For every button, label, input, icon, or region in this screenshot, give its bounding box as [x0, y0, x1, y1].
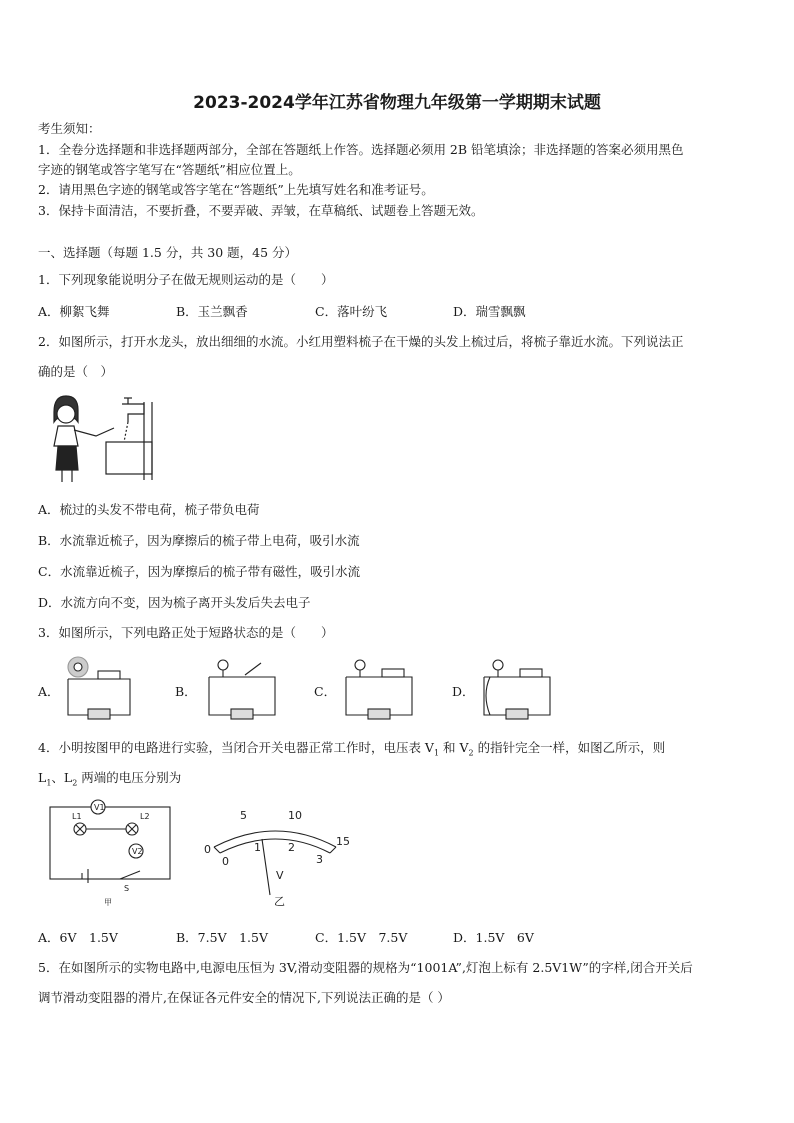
dial-bottom-tick: 1 — [254, 841, 261, 854]
fig-v2-label: V2 — [132, 847, 143, 856]
notice-item: 字迹的钢笔或答字笔写在“答题纸”相应位置上。 — [38, 162, 301, 177]
dial-top-tick: 15 — [336, 835, 350, 848]
question-3-circuit-a — [62, 655, 136, 721]
dial-top-tick: 10 — [288, 809, 302, 822]
question-2-option-d: D．水流方向不变，因为梳子离开头发后失去电子 — [38, 595, 311, 610]
dial-zero: 0 — [204, 843, 211, 856]
question-2-option-c: C．水流靠近梳子，因为摩擦后的梳子带有磁性，吸引水流 — [38, 564, 361, 579]
question-5-stem: 5．在如图所示的实物电路中,电源电压恒为 3V,滑动变阻器的规格为“1001A”,灯泡上标有 2.5V1W”的字样,闭合开关后 — [38, 960, 693, 975]
dial-top-tick: 5 — [240, 809, 247, 822]
dial-bottom-tick: 2 — [288, 841, 295, 854]
question-2-stem: 2．如图所示，打开水龙头，放出细细的水流。小红用塑料梳子在干燥的头发上梳过后，将梳子靠近水流。下列说法正 — [38, 334, 684, 349]
question-4-stem-cont — [38, 769, 181, 793]
notice-heading: 考生须知： — [38, 121, 101, 136]
q4-l-sub1: 1 — [46, 778, 52, 788]
section-heading: 一、选择题（每题 1.5 分，共 30 题，45 分） — [38, 245, 298, 260]
q4-l: L — [38, 770, 47, 785]
question-1-option-c: C．落叶纷飞 — [315, 304, 388, 319]
notice-item: 2．请用黑色字迹的钢笔或答字笔在“答题纸”上先填写姓名和准考证号。 — [38, 182, 434, 197]
fig-s-label: S — [124, 884, 130, 893]
question-4-circuit-figure — [42, 795, 182, 907]
question-2-option-b: B．水流靠近梳子，因为摩擦后的梳子带上电荷，吸引水流 — [38, 533, 360, 548]
q4-l-rest: 两端的电压分别为 — [77, 770, 182, 785]
q4-l-sub2: 2 — [72, 778, 78, 788]
question-4-option-b: B．7.5V 1.5V — [176, 930, 268, 945]
question-4-voltmeter-figure — [200, 805, 360, 909]
fig-v1-label: V1 — [94, 803, 105, 812]
question-2-stem-cont: 确的是（ ） — [38, 364, 114, 379]
question-4-option-a: A．6V 1.5V — [38, 930, 118, 945]
question-2-option-a: A．梳过的头发不带电荷，梳子带负电荷 — [38, 502, 260, 517]
question-3-circuit-c — [342, 655, 416, 721]
fig-left-caption: 甲 — [104, 898, 112, 907]
question-4-sub2: 2 — [468, 748, 474, 758]
question-3-circuit-b — [205, 655, 279, 721]
dial-bottom-tick: 3 — [316, 853, 323, 866]
dial-bottom-tick: 0 — [222, 855, 229, 868]
question-1-option-b: B．玉兰飘香 — [176, 304, 248, 319]
question-3-stem: 3．如图所示，下列电路正处于短路状态的是（ ） — [38, 625, 334, 640]
fig-l1-label: L1 — [72, 812, 82, 821]
question-3-label-d: D． — [452, 684, 475, 699]
question-4-stem-c: 的指针完全一样，如图乙所示，则 — [473, 740, 666, 755]
question-2-figure — [44, 392, 160, 484]
q4-l-mid: 、L — [51, 770, 73, 785]
fig-l2-label: L2 — [140, 812, 150, 821]
question-4-stem-b: 和 V — [439, 740, 469, 755]
question-4-option-d: D．1.5V 6V — [453, 930, 534, 945]
question-3-label-a: A． — [38, 684, 60, 699]
question-1-option-d: D．瑞雪飘飘 — [453, 304, 526, 319]
question-1-option-a: A．柳絮飞舞 — [38, 304, 110, 319]
question-4-stem — [38, 739, 665, 763]
fig-right-caption: 乙 — [274, 895, 285, 908]
notice-item: 1．全卷分选择题和非选择题两部分，全部在答题纸上作答。选择题必须用 2B 铅笔填涂；非选择题的答案必须用黑色 — [38, 142, 684, 157]
question-3-label-b: B． — [175, 684, 197, 699]
question-1-stem: 1．下列现象能说明分子在做无规则运动的是（ ） — [38, 272, 334, 287]
question-4-stem-a: 4．小明按图甲的电路进行实验，当闭合开关电器正常工作时，电压表 V — [38, 740, 434, 755]
page-title: 2023-2024学年江苏省物理九年级第一学期期末试题 — [193, 93, 601, 113]
dial-v-label: V — [276, 869, 284, 882]
question-4-option-c: C．1.5V 7.5V — [315, 930, 408, 945]
notice-item: 3．保持卡面清洁，不要折叠，不要弄破、弄皱，在草稿纸、试题卷上答题无效。 — [38, 203, 484, 218]
question-5-stem-cont: 调节滑动变阻器的滑片,在保证各元件安全的情况下,下列说法正确的是（ ） — [38, 990, 450, 1005]
question-3-label-c: C． — [314, 684, 337, 699]
question-3-circuit-d — [480, 655, 554, 721]
question-4-sub1: 1 — [433, 748, 440, 758]
